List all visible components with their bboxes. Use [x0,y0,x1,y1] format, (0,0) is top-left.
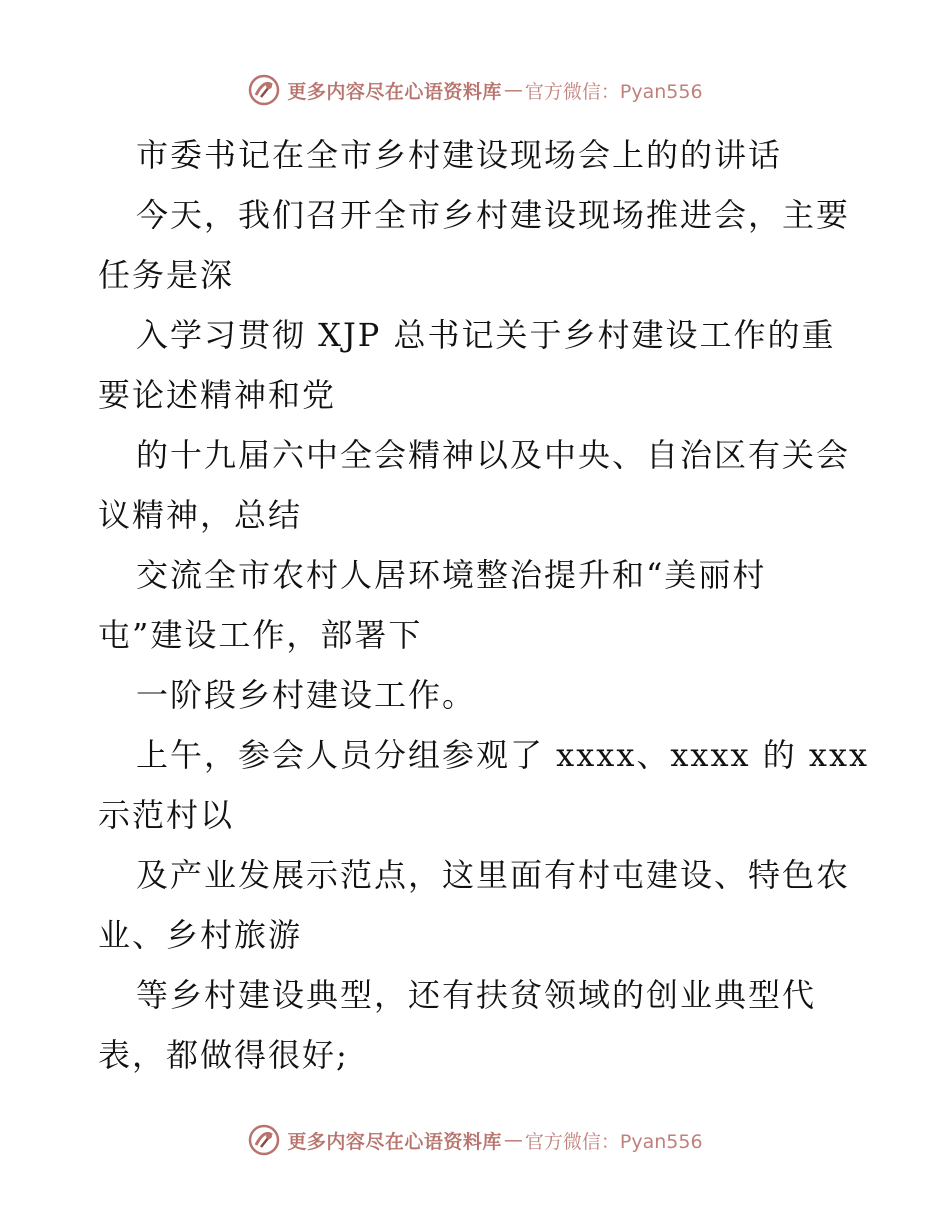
watermark-separator: — [503,1129,523,1151]
watermark-brand-text: 更多内容尽在心语资料库 [287,80,502,103]
document-line: 等乡村建设典型，还有扶贫领域的创业典型代 [136,976,817,1014]
footer-watermark [0,1120,950,1160]
document-line: 及产业发展示范点，这里面有村屯建设、特色农 [136,856,851,894]
document-line: 一阶段乡村建设工作。 [136,676,477,714]
document-line: 业、乡村旅游 [98,916,303,954]
document-body [98,125,868,1085]
document-line: 议精神，总结 [98,496,303,534]
document-line: 的十九届六中全会精神以及中央、自治区有关会 [136,436,851,474]
document-line: 示范村以 [98,796,235,834]
watermark-brand-text: 更多内容尽在心语资料库 [287,1130,502,1153]
document-line: 今天，我们召开全市乡村建设现场推进会，主要 [136,196,851,234]
header-watermark [0,70,950,110]
document-line: 市委书记在全市乡村建设现场会上的的讲话 [136,136,783,174]
seal-logo-icon [247,1123,281,1157]
document-line: 要论述精神和党 [98,376,337,414]
document-line: 屯”建设工作，部署下 [98,616,423,654]
watermark-contact-text: 官方微信：Pyan556 [524,1130,703,1153]
document-line: 上午，参会人员分组参观了 xxxx、xxxx 的 xxx [136,736,870,774]
document-line: 交流全市农村人居环境整治提升和“美丽村 [136,556,767,594]
watermark-contact-text: 官方微信：Pyan556 [524,80,703,103]
watermark-separator: — [503,79,523,101]
document-line: 入学习贯彻 XJP 总书记关于乡村建设工作的重 [136,316,836,354]
document-line: 任务是深 [98,256,235,294]
seal-logo-icon [247,73,281,107]
document-line: 表，都做得很好; [98,1036,349,1074]
